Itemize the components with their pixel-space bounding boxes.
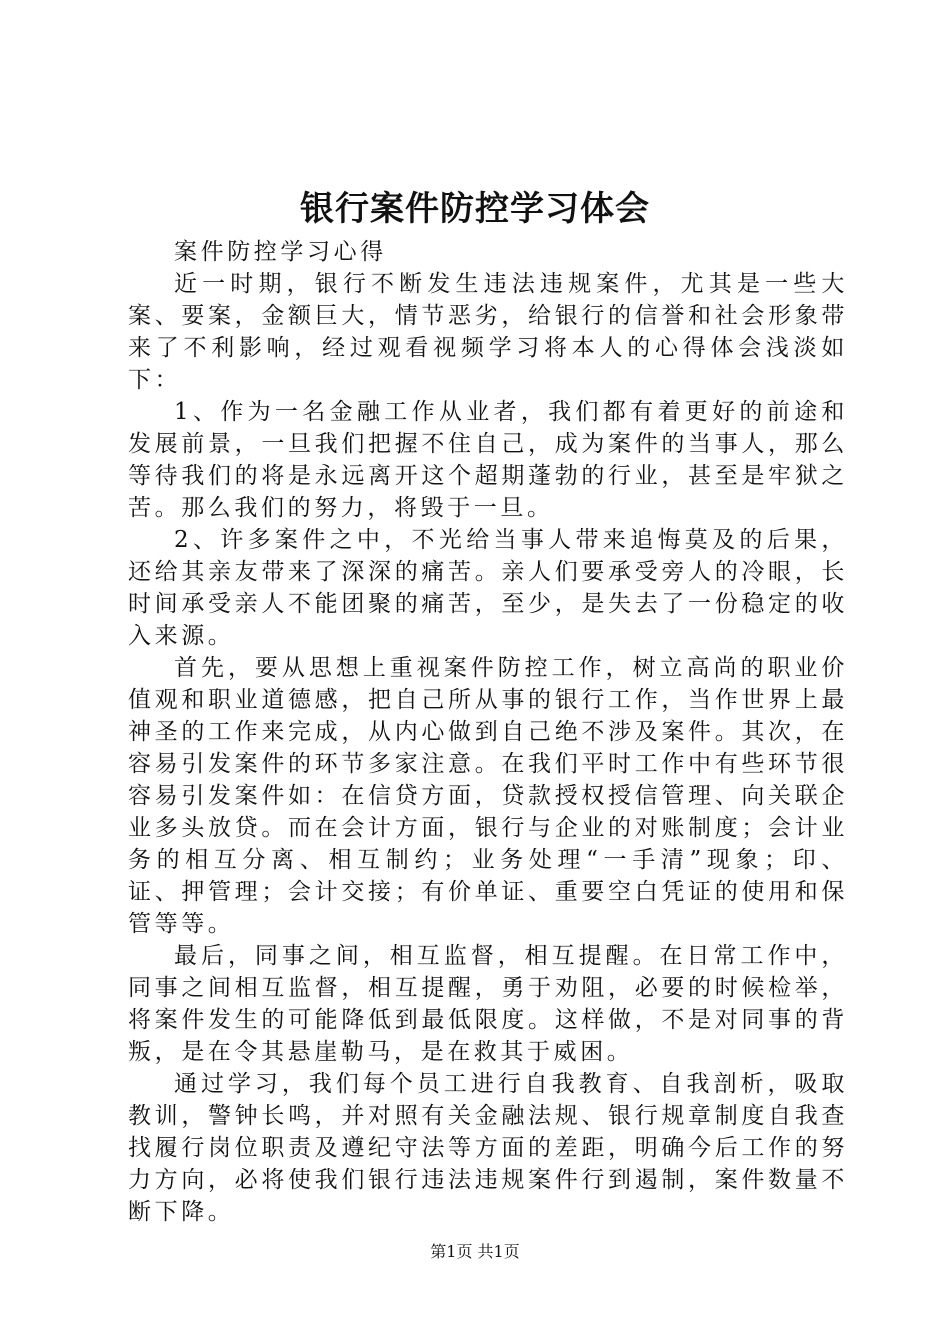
paragraph-first: 首先，要从思想上重视案件防控工作，树立高尚的职业价值观和职业道德感，把自己所从事的银行工作，当作世界上最神圣的工作来完成，从内心做到自己绝不涉及案件。其次，在容易引发案件的环节多家注意。在我们平时工作中有些环节很容易引发案件如：在信贷方面，贷款授权授信管理、向关联企业多头放贷。而在会计方面，银行与企业的对账制度；会计业务的相互分离、相互制约；业务处理“一手清”现象；印、证、押管理；会计交接；有价单证、重要空白凭证的使用和保管等等。: [128, 655, 848, 937]
document-body: [128, 236, 848, 1228]
paragraph-subtitle: 案件防控学习心得: [174, 239, 387, 265]
paragraph-intro: 近一时期，银行不断发生违法违规案件，尤其是一些大案、要案，金额巨大，情节恶劣，给银行的信誉和社会形象带来了不利影响，经过观看视频学习将本人的心得体会浅淡如下：: [128, 271, 848, 393]
paragraph-point-1: 1、作为一名金融工作从业者，我们都有着更好的前途和发展前景，一旦我们把握不住自己，成为案件的当事人，那么等待我们的将是永远离开这个超期蓬勃的行业，甚至是牢狱之苦。那么我们的努力，将毁于一旦。: [128, 399, 848, 521]
document-title: 银行案件防控学习体会: [300, 189, 650, 229]
page-number: 第1页 共1页: [430, 1242, 520, 1261]
paragraph-last: 最后，同事之间，相互监督，相互提醒。在日常工作中，同事之间相互监督，相互提醒，勇于劝阻，必要的时候检举，将案件发生的可能降低到最低限度。这样做，不是对同事的背叛，是在令其悬崖勒马，是在救其于威困。: [128, 943, 848, 1065]
paragraph-conclusion: 通过学习，我们每个员工进行自我教育、自我剖析，吸取教训，警钟长鸣，并对照有关金融法规、银行规章制度自我查找履行岗位职责及遵纪守法等方面的差距，明确今后工作的努力方向，必将使我们银行违法违规案件行到遏制，案件数量不断下降。: [128, 1071, 848, 1225]
paragraph-point-2: 2、许多案件之中，不光给当事人带来追悔莫及的后果，还给其亲友带来了深深的痛苦。亲人们要承受旁人的冷眼，长时间承受亲人不能团聚的痛苦，至少，是失去了一份稳定的收入来源。: [128, 527, 848, 649]
